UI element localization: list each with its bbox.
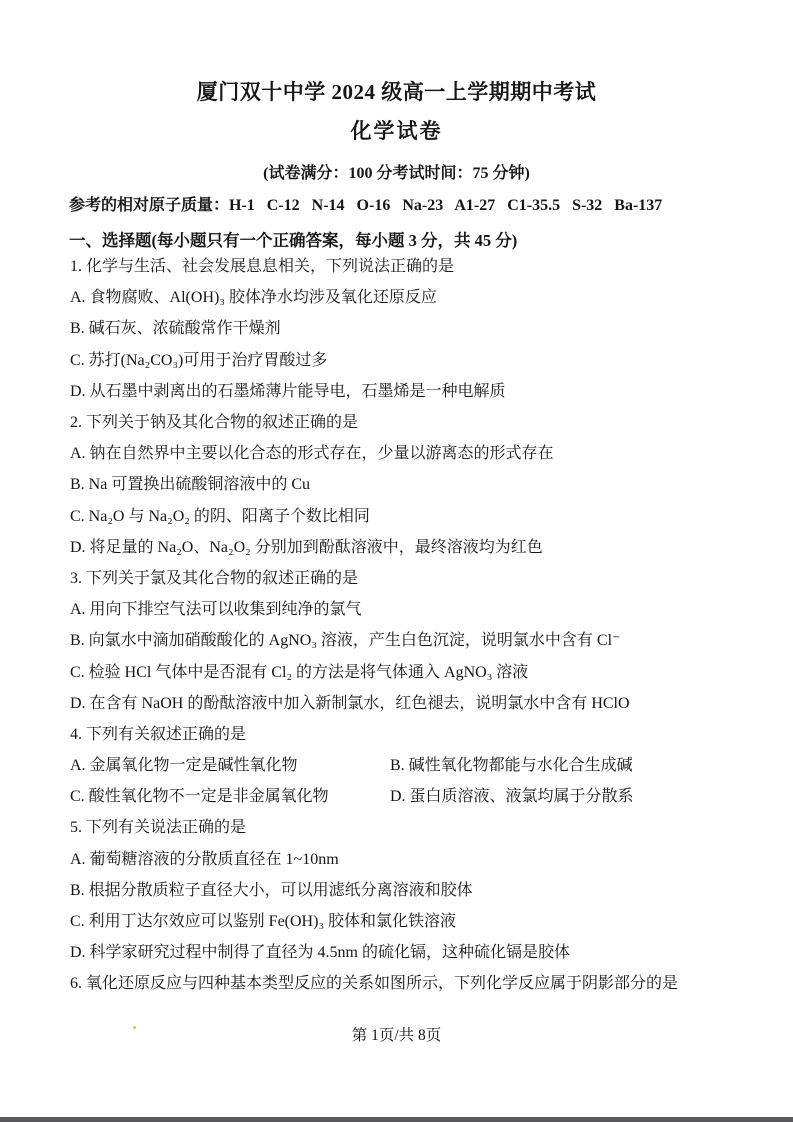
question-4-option-c: C. 酸性氧化物不一定是非金属氧化物 <box>70 788 329 806</box>
question-5-option-c: C. 利用丁达尔效应可以鉴别 Fe(OH)₃ 胶体和氯化铁溶液 <box>70 913 457 931</box>
question-3-stem: 3. 下列关于氯及其化合物的叙述正确的是 <box>70 569 359 587</box>
question-5-stem: 5. 下列有关说法正确的是 <box>70 819 247 837</box>
bottom-edge-bar <box>0 1117 793 1122</box>
atomic-masses-line: 参考的相对原子质量：H-1 C-12 N-14 O-16 Na-23 A1-27 C1-35.5 S-32 Ba-137 <box>69 197 663 214</box>
question-1-option-c: C. 苏打(Na₂CO₃)可用于治疗胃酸过多 <box>70 351 328 369</box>
exam-subtitle: 化学试卷 <box>350 119 443 143</box>
section-one-header: 一、选择题(每小题只有一个正确答案，每小题 3 分，共 45 分) <box>69 231 518 250</box>
question-5-option-d: D. 科学家研究过程中制得了直径为 4.5nm 的硫化镉，这种硫化镉是胶体 <box>70 944 571 962</box>
question-2-stem: 2. 下列关于钠及其化合物的叙述正确的是 <box>70 414 359 432</box>
question-3-option-d: D. 在含有 NaOH 的酚酞溶液中加入新制氯水，红色褪去，说明氯水中含有 HClO <box>70 694 630 712</box>
question-3-option-c: C. 检验 HCl 气体中是否混有 Cl₂ 的方法是将气体通入 AgNO₃ 溶液 <box>70 663 529 681</box>
question-4-options-row-1 <box>70 748 760 779</box>
question-5-option-b: B. 根据分散质粒子直径大小，可以用滤纸分离溶液和胶体 <box>70 881 473 899</box>
question-3-option-b: B. 向氯水中滴加硝酸酸化的 AgNO₃ 溶液，产生白色沉淀，说明氯水中含有 Cl⁻ <box>70 632 621 650</box>
exam-info-line: (试卷满分：100 分考试时间：75 分钟) <box>263 165 530 182</box>
question-3-option-a: A. 用向下排空气法可以收集到纯净的氯气 <box>70 601 362 619</box>
question-2-option-c: C. Na₂O 与 Na₂O₂ 的阴、阳离子个数比相同 <box>70 507 370 525</box>
question-4-option-a: A. 金属氧化物一定是碱性氧化物 <box>70 757 298 775</box>
question-1-option-d: D. 从石墨中剥离出的石墨烯薄片能导电，石墨烯是一种电解质 <box>70 382 506 400</box>
page-number: 第 1页/共 8页 <box>351 1027 442 1044</box>
question-1-option-a: A. 食物腐败、Al(OH)₃ 胶体净水均涉及氧化还原反应 <box>70 289 437 307</box>
question-2-option-a: A. 钠在自然界中主要以化合态的形式存在，少量以游离态的形式存在 <box>70 445 554 463</box>
question-1-option-b: B. 碱石灰、浓硫酸常作干燥剂 <box>70 320 281 338</box>
exam-title: 厦门双十中学 2024 级高一上学期期中考试 <box>196 80 597 104</box>
question-4-stem: 4. 下列有关叙述正确的是 <box>70 725 247 743</box>
question-4-option-d: D. 蛋白质溶液、液氯均属于分散系 <box>390 788 634 806</box>
question-6-stem: 6. 氧化还原反应与四种基本类型反应的关系如图所示，下列化学反应属于阴影部分的是 <box>70 975 679 993</box>
question-1-stem: 1. 化学与生活、社会发展息息相关，下列说法正确的是 <box>70 258 455 276</box>
question-2-option-b: B. Na 可置换出硫酸铜溶液中的 Cu <box>70 476 311 494</box>
question-4-options-row-2 <box>70 779 760 810</box>
question-4-option-b: B. 碱性氧化物都能与水化合生成碱 <box>390 757 633 775</box>
question-2-option-d: D. 将足量的 Na₂O、Na₂O₂ 分别加到酚酞溶液中，最终溶液均为红色 <box>70 538 543 556</box>
question-body <box>70 249 760 998</box>
question-5-option-a: A. 葡萄糖溶液的分散质直径在 1~10nm <box>70 850 339 868</box>
